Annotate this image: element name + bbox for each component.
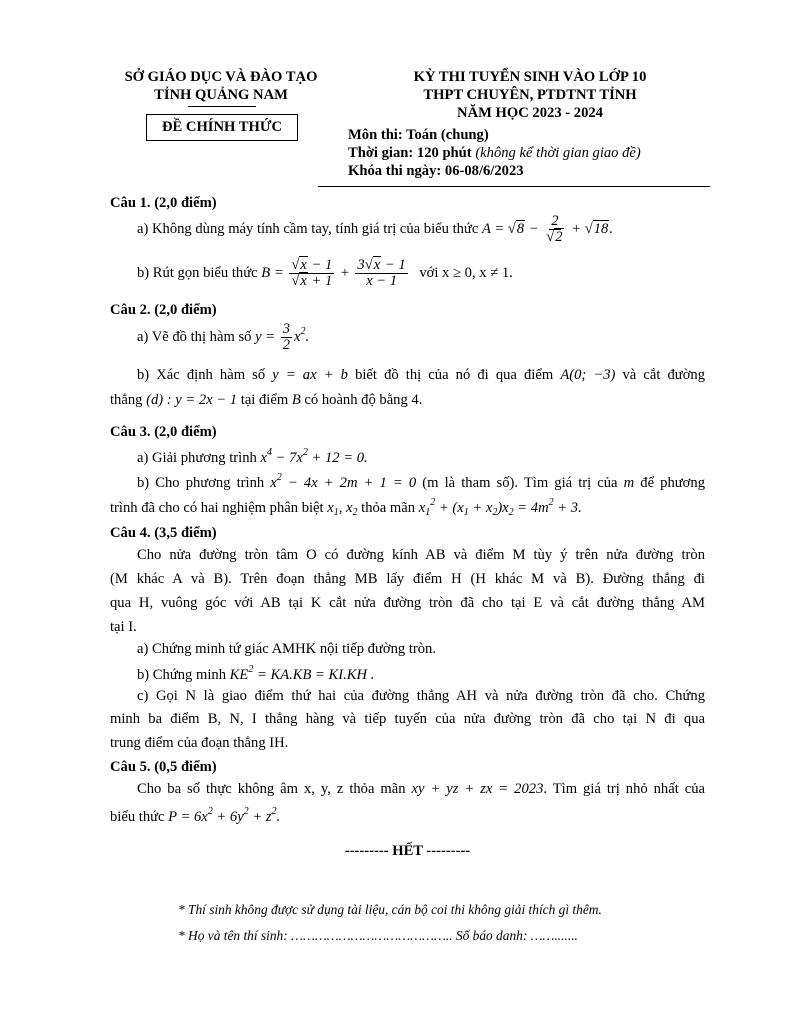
province-name: TỈNH QUẢNG NAM — [154, 87, 288, 103]
q4-line2: (M khác A và B). Trên đoạn thẳng MB lấy điểm H (H khác M và B). Đường thẳng đi — [110, 571, 705, 587]
footer-note-rules: * Thí sinh không được sử dụng tài liệu, cán bộ coi thi không giải thích gì thêm. — [178, 902, 602, 917]
exam-duration: Thời gian: 120 phút (không kể thời gian giao đề) — [348, 145, 641, 161]
q4-line4: tại I. — [110, 619, 137, 635]
q3b-line2: trình đã cho có hai nghiệm phân biệt $x_1$, $x_2$ thỏa mãn $x_1^2 + (x_1 + x_2)x_2 = 4m^2 + 3$. — [110, 497, 582, 518]
department-name: SỞ GIÁO DỤC VÀ ĐÀO TẠO — [124, 69, 318, 85]
footer-note-candidate: * Họ và tên thí sinh: ………………………………….. Số báo danh: ……....... — [178, 928, 578, 943]
q1b: b) Rút gọn biểu thức B = $\frac{√x - 1}{√x + 1}$ + $\frac{3√x - 1}{x - 1}$ với x ≥ 0, x ≠ 1. — [137, 257, 513, 290]
q4-heading: Câu 4. (3,5 điểm) — [110, 525, 217, 541]
q2a-function: y = $\frac{3}{2}$ $x^2$. — [255, 321, 310, 354]
province-underline — [188, 106, 256, 107]
q5-heading: Câu 5. (0,5 điểm) — [110, 759, 217, 775]
q2b-line2: thẳng (d) : y = 2x − 1 tại điểm B có hoành độ bằng 4. — [110, 392, 423, 408]
q3b-line1: b) Cho phương trình $x^2 - 4x + 2m + 1 = 0$ (m là tham số). Tìm giá trị của m để phương — [137, 472, 705, 491]
q5-line1: Cho ba số thực không âm x, y, z thỏa mãn xy + yz + zx = 2023. Tìm giá trị nhỏ nhất của — [137, 781, 705, 797]
exam-title: KỲ THI TUYỂN SINH VÀO LỚP 10 — [413, 69, 647, 85]
q3-heading: Câu 3. (2,0 điểm) — [110, 424, 217, 440]
q2b-line1: b) Xác định hàm số y = ax + b biết đồ thị của nó đi qua điểm A(0; −3) và cắt đường — [137, 367, 706, 383]
q4c-line1: c) Gọi N là giao điểm thứ hai của đường thẳng AH và nửa đường tròn đã cho. Chứng — [137, 688, 705, 704]
q4-line3: qua H, vuông góc với AB tại K cắt nửa đường tròn đã cho tại E và cắt đường thẳng AM — [110, 595, 705, 611]
exam-schools: THPT CHUYÊN, PTDTNT TỈNH — [423, 87, 637, 103]
q4a: a) Chứng minh tứ giác AMHK nội tiếp đường tròn. — [137, 641, 436, 657]
q1b-expression: B = $\frac{√x - 1}{√x + 1}$ + $\frac{3√x - 1}{x - 1}$ — [261, 257, 406, 290]
q1-heading: Câu 1. (2,0 điểm) — [110, 195, 217, 211]
header-divider — [318, 186, 710, 187]
q1a: a) Không dùng máy tính cầm tay, tính giá trị của biểu thức A = √8 − $\frac{2}{√2}$ + √18. — [137, 213, 613, 246]
q3a: a) Giải phương trình $x^4 - 7x^2 + 12 = 0$. — [137, 447, 368, 466]
end-mark: --------- HẾT --------- — [344, 843, 471, 859]
official-exam-label: ĐỀ CHÍNH THỨC — [146, 114, 298, 141]
exam-subject: Môn thi: Toán (chung) — [348, 127, 489, 143]
q2-heading: Câu 2. (2,0 điểm) — [110, 302, 217, 318]
school-year: NĂM HỌC 2023 - 2024 — [457, 105, 603, 121]
q5-line2: biểu thức $P = 6x^2 + 6y^2 + z^2$. — [110, 806, 281, 825]
q1a-expression: A = √8 − $\frac{2}{√2}$ + √18. — [481, 213, 613, 246]
q2a: a) Vẽ đồ thị hàm số y = $\frac{3}{2}$ $x^2$. — [137, 321, 310, 354]
q4c-line2: minh ba điểm B, N, I thẳng hàng và tiếp tuyến của nửa đường tròn đã cho tại N đi qua — [110, 711, 705, 727]
q4c-line3: trung điểm của đoạn thẳng IH. — [110, 735, 289, 751]
q4-line1: Cho nửa đường tròn tâm O có đường kính AB và điểm M tùy ý trên nửa đường tròn — [137, 547, 705, 563]
exam-date: Khóa thi ngày: 06-08/6/2023 — [348, 163, 524, 179]
q4b: b) Chứng minh $KE^2 = KA.KB = KI.KH$ . — [137, 664, 375, 683]
